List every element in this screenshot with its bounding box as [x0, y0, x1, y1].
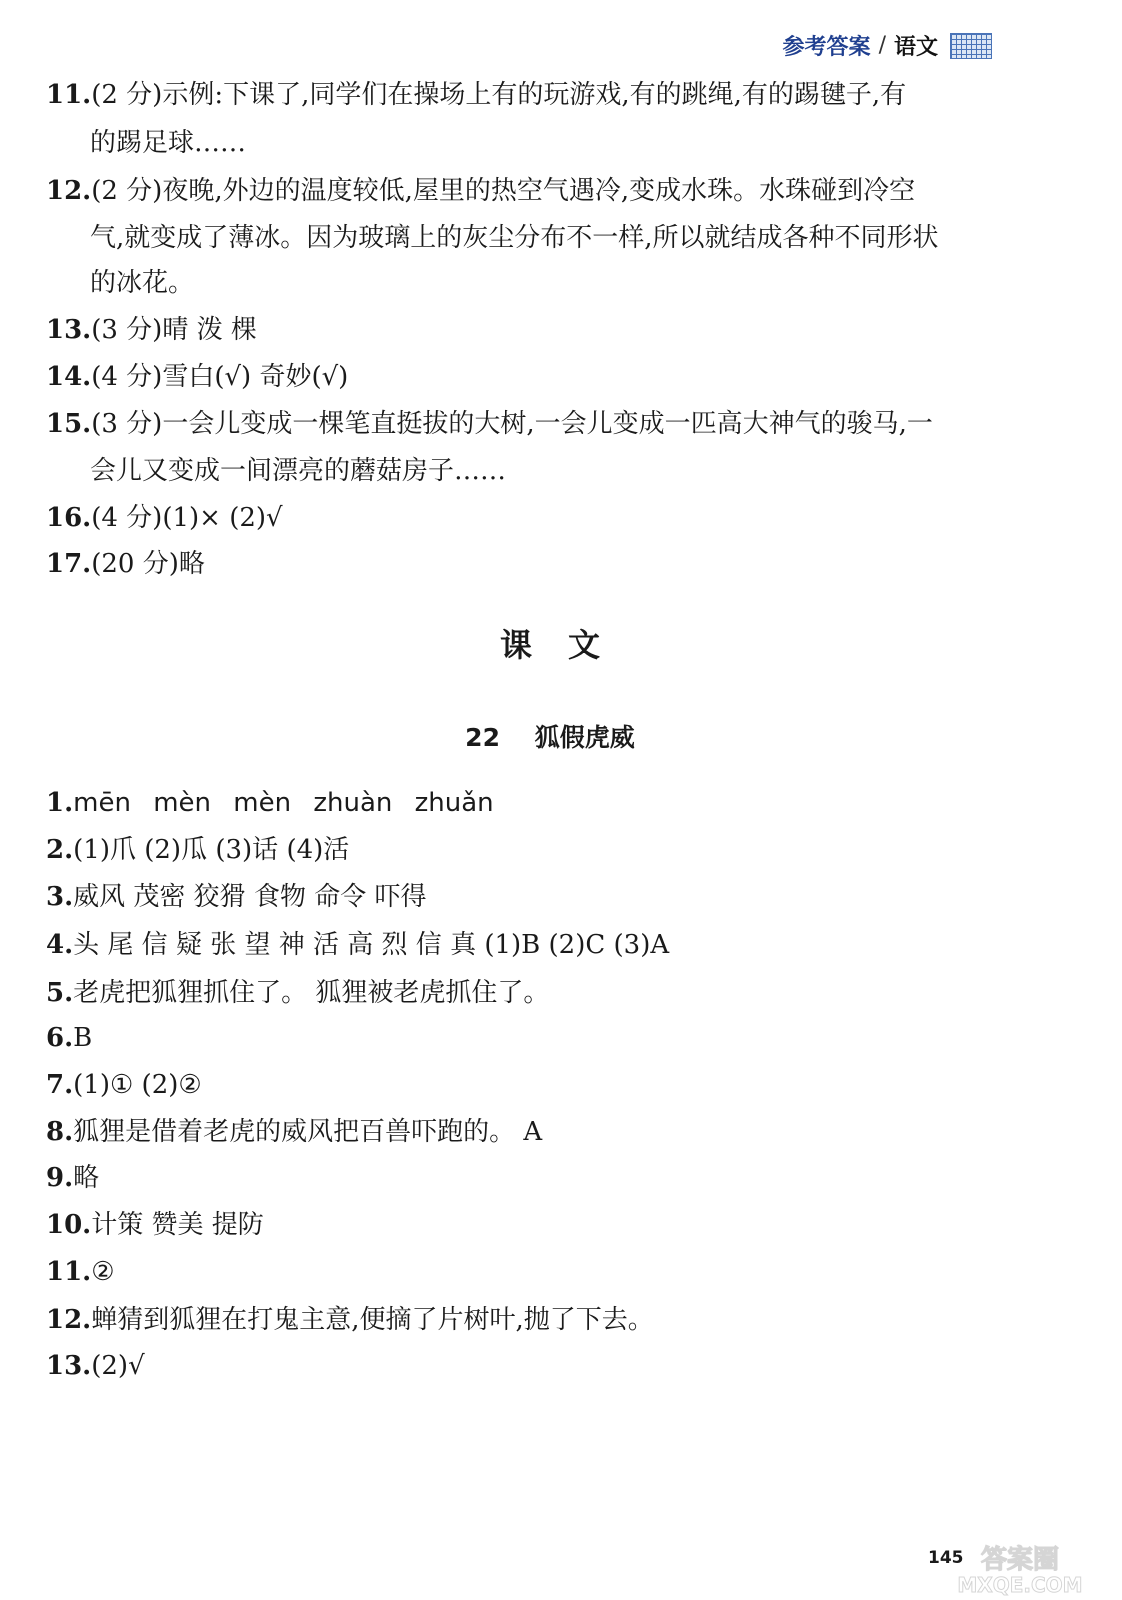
- page-header: [783, 30, 992, 61]
- answer-line: 会儿又变成一间漂亮的蘑菇房子……: [90, 456, 507, 486]
- answer-line: 13.(2)√: [46, 1351, 145, 1381]
- answer-line: 2.(1)爪 (2)瓜 (3)话 (4)活: [46, 835, 350, 865]
- answer-line: 8.狐狸是借着老虎的威风把百兽吓跑的。 A: [46, 1117, 543, 1147]
- answer-line: 3.威风 茂密 狡猾 食物 命令 吓得: [46, 882, 427, 912]
- answer-line: 11.②: [46, 1257, 115, 1287]
- answer-line: 的踢足球……: [90, 128, 247, 158]
- watermark-bottom-text: MXQE.COM: [957, 1573, 1083, 1596]
- answer-line: 9.略: [46, 1163, 100, 1193]
- header-separator: /: [878, 33, 886, 58]
- answer-line: 16.(4 分)(1)× (2)√: [46, 503, 283, 533]
- answer-line: 4.头 尾 信 疑 张 望 神 活 高 烈 信 真 (1)B (2)C (3)A: [46, 930, 670, 960]
- lesson-number: 22: [465, 723, 500, 752]
- subject-label: 语文: [893, 35, 938, 60]
- answer-line: 5.老虎把狐狸抓住了。 狐狸被老虎抓住了。: [46, 978, 550, 1008]
- answer-line: 的冰花。: [90, 268, 195, 298]
- watermark-logo: [928, 1540, 1113, 1596]
- section-title: 课文: [499, 626, 636, 664]
- answer-line: 15.(3 分)一会儿变成一棵笔直挺拔的大树,一会儿变成一匹高大神气的骏马,一: [46, 409, 933, 439]
- answer-line: 11.(2 分)示例:下课了,同学们在操场上有的玩游戏,有的跳绳,有的踢毽子,有: [46, 80, 907, 110]
- grid-decoration-icon: [950, 33, 992, 59]
- answer-line: 17.(20 分)略: [46, 549, 205, 579]
- page-number: 145: [928, 1548, 964, 1568]
- answer-line: 10.计策 赞美 提防: [46, 1210, 264, 1240]
- lesson-title: [0, 718, 1100, 754]
- answer-line: 气,就变成了薄冰。因为玻璃上的灰尘分布不一样,所以就结成各种不同形状: [90, 223, 939, 253]
- answer-line: 7.(1)① (2)②: [46, 1070, 202, 1100]
- answer-line: 12.蝉猜到狐狸在打鬼主意,便摘了片树叶,抛了下去。: [46, 1305, 654, 1335]
- answer-line: 13.(3 分)晴 泼 棵: [46, 315, 257, 345]
- reference-answer-label: 参考答案: [782, 35, 871, 60]
- answer-line: 12.(2 分)夜晚,外边的温度较低,屋里的热空气遇冷,变成水珠。水珠碰到冷空: [46, 176, 916, 206]
- answer-line: 1.mēn mèn mèn zhuàn zhuǎn: [46, 788, 494, 818]
- answer-line: 6.B: [46, 1023, 93, 1053]
- answer-line: 14.(4 分)雪白(√) 奇妙(√): [46, 362, 349, 392]
- lesson-name: 狐假虎威: [534, 723, 635, 752]
- watermark-top-text: 答案圈: [980, 1545, 1060, 1575]
